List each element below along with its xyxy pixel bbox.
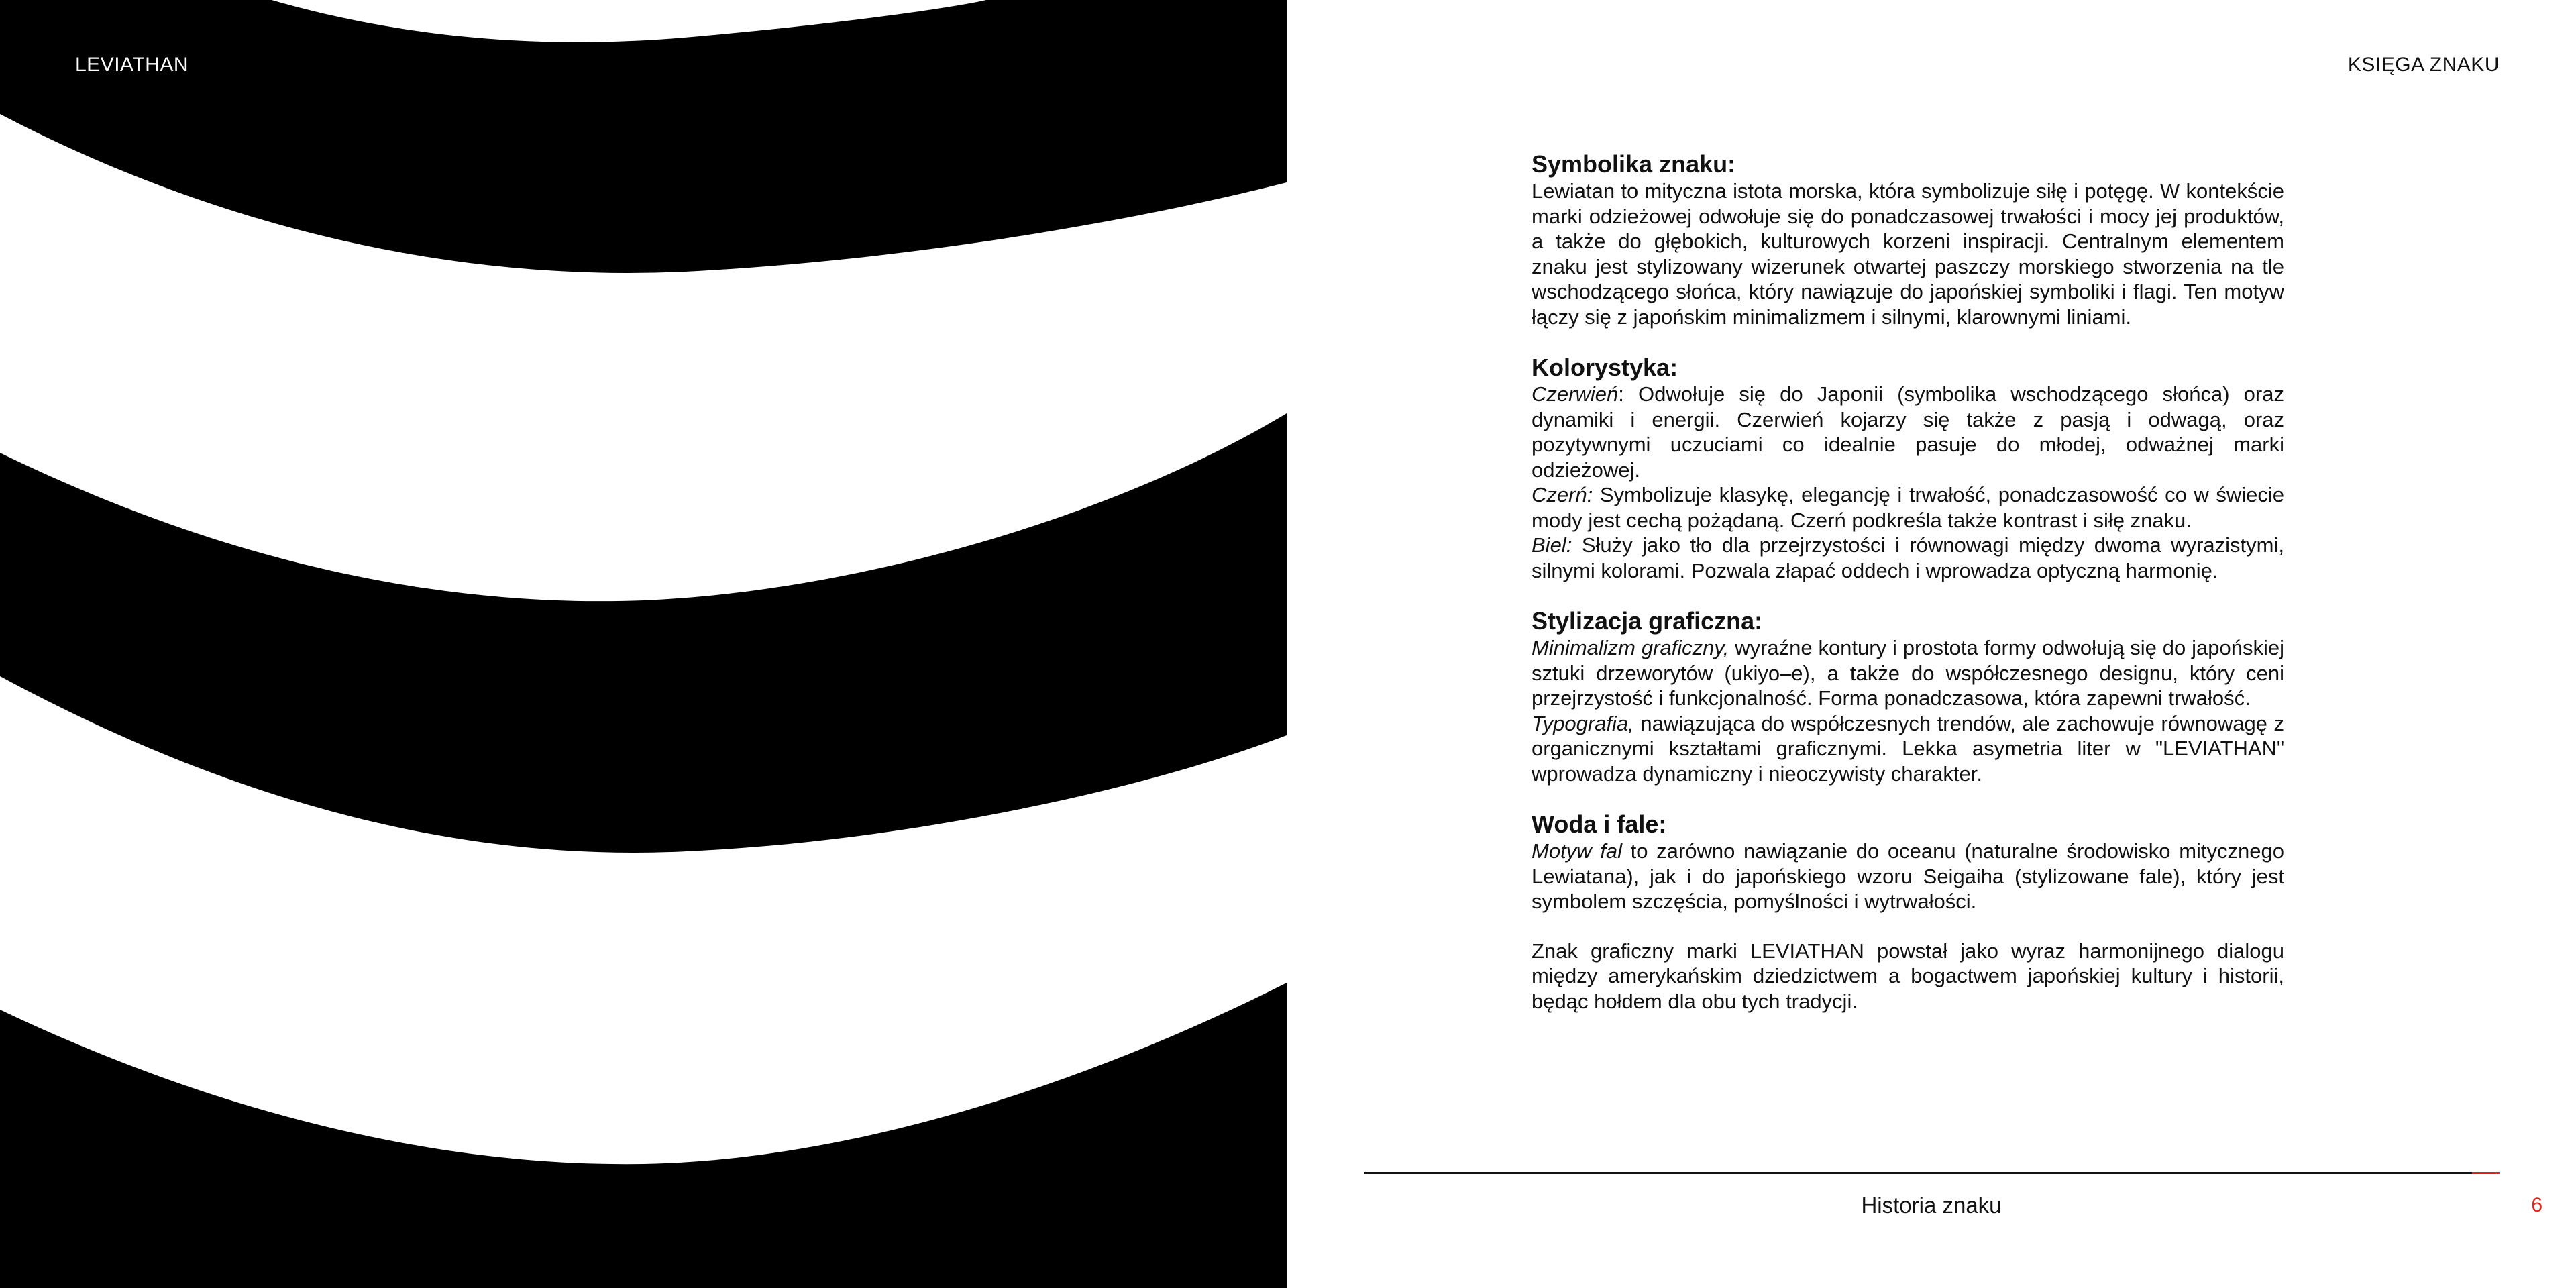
main-content: [1532, 150, 2284, 1034]
closing-paragraph: Znak graficzny marki LEVIATHAN powstał jako wyraz harmonijnego dialogu między amerykańskim dziedzictwem a bogactwem japońskiej kultury i historii, będąc hołdem dla obu tych tradycji.: [1532, 938, 2284, 1013]
brand-name: LEVIATHAN: [75, 54, 189, 76]
paragraph-text: : Odwołuje się do Japonii (symbolika wschodzącego słońca) oraz dynamiki i energii. Czerwień kojarzy się także z pasją i odwagą, oraz pozytywnymi uczuciami co idealnie pasuje do młodej, odważnej marki odzieżowej.: [1532, 382, 2284, 482]
left-page-wave-artwork: [0, 0, 1287, 1288]
section-paragraph: [1532, 482, 2284, 533]
footer-divider: [1364, 1172, 2472, 1174]
book-title: KSIĘGA ZNAKU: [2347, 54, 2500, 76]
paragraph-text: Służy jako tło dla przejrzystości i równowagi między dwoma wyrazistymi, silnymi kolorami. Pozwala złapać oddech i wprowadza optyczną harmonię.: [1532, 533, 2284, 582]
section-title: Kolorystyka:: [1532, 354, 1678, 381]
wave-pattern-graphic: [0, 0, 1287, 1288]
section-kolorystyka: [1532, 354, 2284, 583]
paragraph-lead: Czerwień: [1532, 382, 1619, 406]
paragraph-lead: Typografia,: [1532, 711, 1634, 735]
paragraph-lead: Biel:: [1532, 533, 1572, 557]
section-stylizacja: [1532, 607, 2284, 786]
footer-accent-line: [2472, 1172, 2500, 1174]
section-paragraph: [1532, 533, 2284, 583]
section-paragraph: [1532, 711, 2284, 787]
paragraph-lead: Motyw fal: [1532, 839, 1622, 863]
section-title: Stylizacja graficzna:: [1532, 607, 1763, 635]
paragraph-lead: Czerń:: [1532, 483, 1593, 506]
footer-title: Historia znaku: [1861, 1193, 2002, 1218]
section-symbolika: [1532, 150, 2284, 329]
section-title: Symbolika znaku:: [1532, 150, 1736, 178]
paragraph-text: wyraźne kontury i prostota formy odwołują się do japońskiej sztuki drzeworytów (ukiyo–e), a także do współczesnego designu, który ceni przejrzystość i funkcjonalność. Forma ponadczasowa, która zapewni trwałość.: [1532, 636, 2284, 710]
section-paragraph: [1532, 635, 2284, 711]
paragraph-text: Symbolizuje klasykę, elegancję i trwałość, ponadczasowość co w świecie mody jest cechą pożądaną. Czerń podkreśla także kontrast i siłę znaku.: [1532, 483, 2284, 532]
section-title: Woda i fale:: [1532, 810, 1667, 838]
paragraph-lead: Minimalizm graficzny,: [1532, 636, 1729, 659]
section-woda-i-fale: [1532, 810, 2284, 914]
page-number: 6: [2531, 1194, 2542, 1216]
section-paragraph: [1532, 382, 2284, 482]
section-paragraph: [1532, 839, 2284, 914]
paragraph-text: to zarówno nawiązanie do oceanu (naturalne środowisko mitycznego Lewiatana), jak i do japońskiego wzoru Seigaiha (stylizowane fale), który jest symbolem szczęścia, pomyślności i wytrwałości.: [1532, 839, 2284, 913]
right-page-text: [1287, 0, 2576, 1288]
paragraph-text: nawiązująca do współczesnych trendów, ale zachowuje równowagę z organicznymi kształtami graficznymi. Lekka asymetria liter w "LEVIATHAN" wprowadza dynamiczny i nieoczywisty charakter.: [1532, 711, 2284, 786]
section-paragraph: Lewiatan to mityczna istota morska, która symbolizuje siłę i potęgę. W kontekście marki odzieżowej odwołuje się do ponadczasowej trwałości i mocy jej produktów, a także do głębokich, kulturowych korzeni inspiracji. Centralnym elementem znaku jest stylizowany wizerunek otwartej paszczy morskiego stworzenia na tle wschodzącego słońca, który nawiązuje do japońskiej symboliki i flagi. Ten motyw łączy się z japońskim minimalizmem i silnymi, klarownymi liniami.: [1532, 179, 2284, 329]
